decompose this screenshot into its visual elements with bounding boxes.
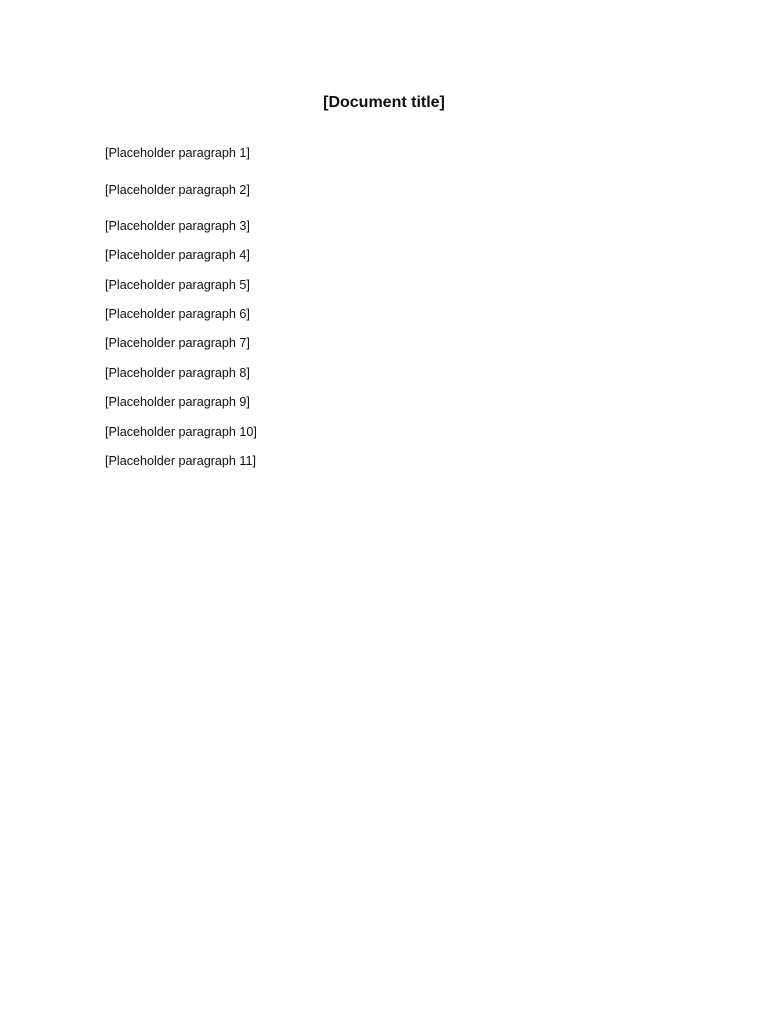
paragraph: [Placeholder paragraph 1] xyxy=(105,146,250,160)
paragraph: [Placeholder paragraph 9] xyxy=(105,395,250,410)
paragraph: [Placeholder paragraph 3] xyxy=(105,218,250,233)
paragraph: [Placeholder paragraph 4] xyxy=(105,248,250,263)
paragraph: [Placeholder paragraph 11] xyxy=(105,454,256,469)
paragraph: [Placeholder paragraph 8] xyxy=(105,365,250,380)
page-title: [Document title] xyxy=(323,94,445,111)
document-body xyxy=(105,146,661,483)
paragraph: [Placeholder paragraph 2] xyxy=(105,183,250,198)
paragraph: [Placeholder paragraph 7] xyxy=(105,336,250,351)
paragraph: [Placeholder paragraph 5] xyxy=(105,277,250,292)
paragraph: [Placeholder paragraph 6] xyxy=(105,307,250,322)
paragraph: [Placeholder paragraph 10] xyxy=(105,424,257,439)
